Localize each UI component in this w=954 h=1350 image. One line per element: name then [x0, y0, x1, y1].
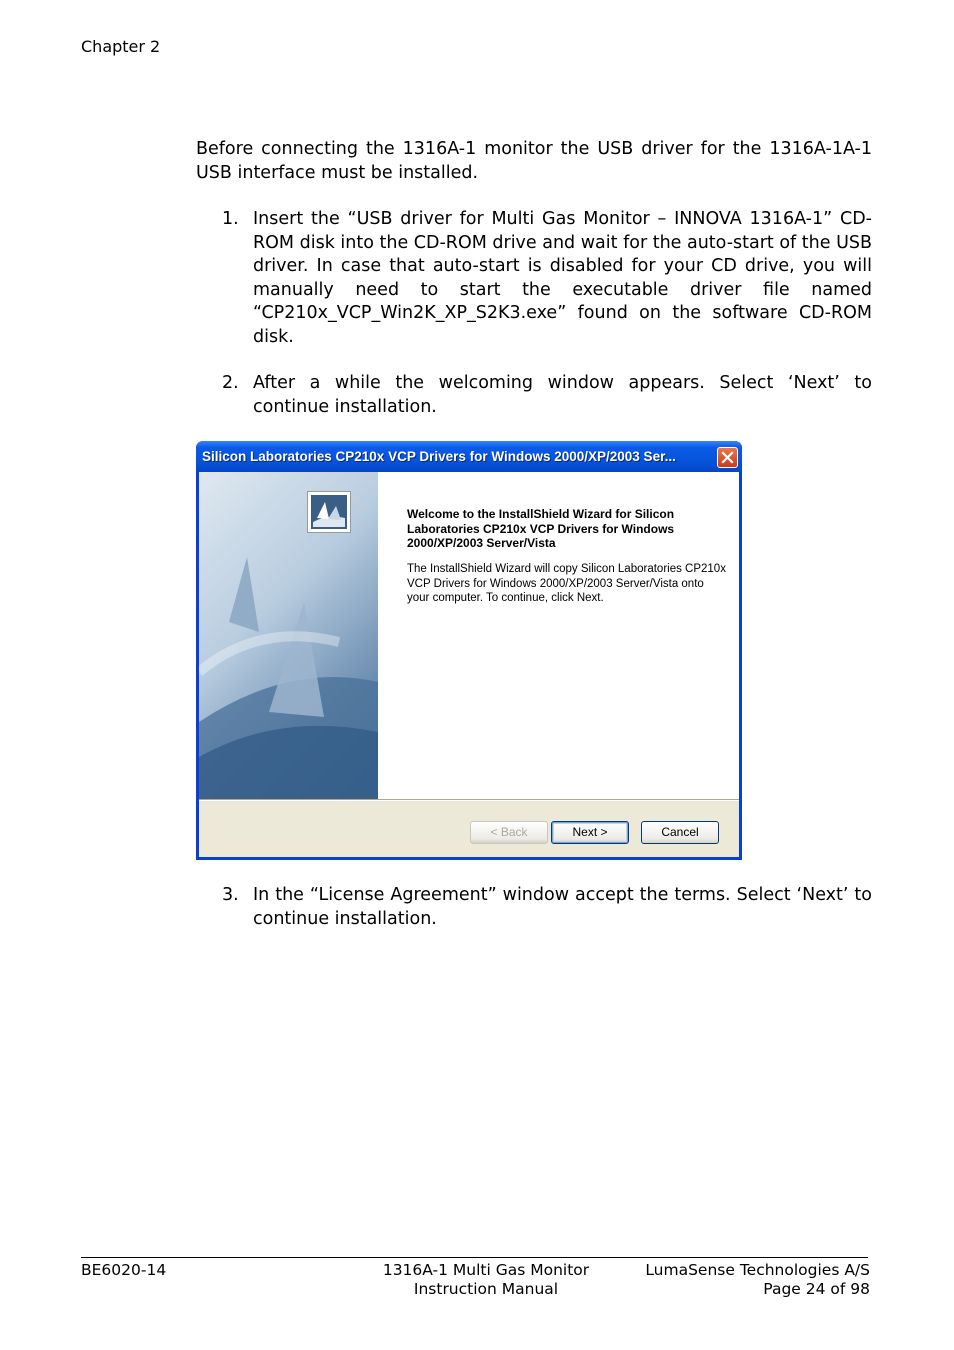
- footer-page-number: Page 24 of 98: [763, 1280, 870, 1298]
- dialog-title: Silicon Laboratories CP210x VCP Drivers for Windows 2000/XP/2003 Ser...: [202, 449, 676, 464]
- chapter-header: Chapter 2: [81, 37, 161, 56]
- step-number: 3.: [222, 885, 239, 905]
- installshield-logo-icon: [307, 491, 351, 533]
- step-number: 1.: [222, 209, 239, 229]
- cancel-button[interactable]: Cancel: [641, 821, 719, 844]
- step-item: [222, 884, 872, 931]
- close-icon: [718, 448, 737, 467]
- footer-manual-label: Instruction Manual: [413, 1280, 559, 1298]
- footer-product: [370, 1261, 602, 1299]
- step-text: Insert the “USB driver for Multi Gas Monitor – INNOVA 1316A-1” CD-ROM disk into the CD-ROM drive and wait for the auto-start of the USB driver. In case that auto-start is disabled for your CD drive, you will manually need to start the executable driver file named “CP210x_VCP_Win2K_XP_S2K3.exe” found on the software CD-ROM disk.: [253, 209, 872, 347]
- next-button[interactable]: Next >: [551, 821, 629, 844]
- welcome-description: The InstallShield Wizard will copy Silicon Laboratories CP210x VCP Drivers for Windows 2000/XP/2003 Server/Vista onto your computer. To continue, click Next.: [407, 563, 726, 604]
- installshield-dialog: [196, 441, 742, 860]
- back-button[interactable]: < Back: [470, 821, 548, 844]
- step-text: In the “License Agreement” window accept the terms. Select ‘Next’ to continue installation.: [253, 885, 872, 929]
- dialog-titlebar[interactable]: [196, 441, 742, 472]
- button-separator: [199, 799, 739, 801]
- footer-divider: [81, 1257, 868, 1258]
- footer-product-name: 1316A-1 Multi Gas Monitor: [382, 1261, 590, 1279]
- step-number: 2.: [222, 373, 239, 393]
- welcome-heading: Welcome to the InstallShield Wizard for Silicon Laboratories CP210x VCP Drivers for Windows 2000/XP/2003 Server/Vista: [407, 507, 675, 550]
- step-item: [222, 208, 872, 349]
- footer-doc-id: BE6020-14: [81, 1261, 167, 1279]
- intro-paragraph: Before connecting the 1316A-1 monitor the USB driver for the 1316A-1A-1 USB interface must be installed.: [196, 139, 872, 183]
- wizard-banner-image: [199, 472, 378, 799]
- footer-company-page: [600, 1261, 870, 1299]
- footer-company: LumaSense Technologies A/S: [645, 1261, 870, 1279]
- close-button[interactable]: [717, 447, 738, 468]
- dialog-client-area: [199, 472, 739, 857]
- step-item: [222, 372, 872, 419]
- wizard-content: [378, 472, 739, 799]
- step-text: After a while the welcoming window appears. Select ‘Next’ to continue installation.: [253, 373, 872, 417]
